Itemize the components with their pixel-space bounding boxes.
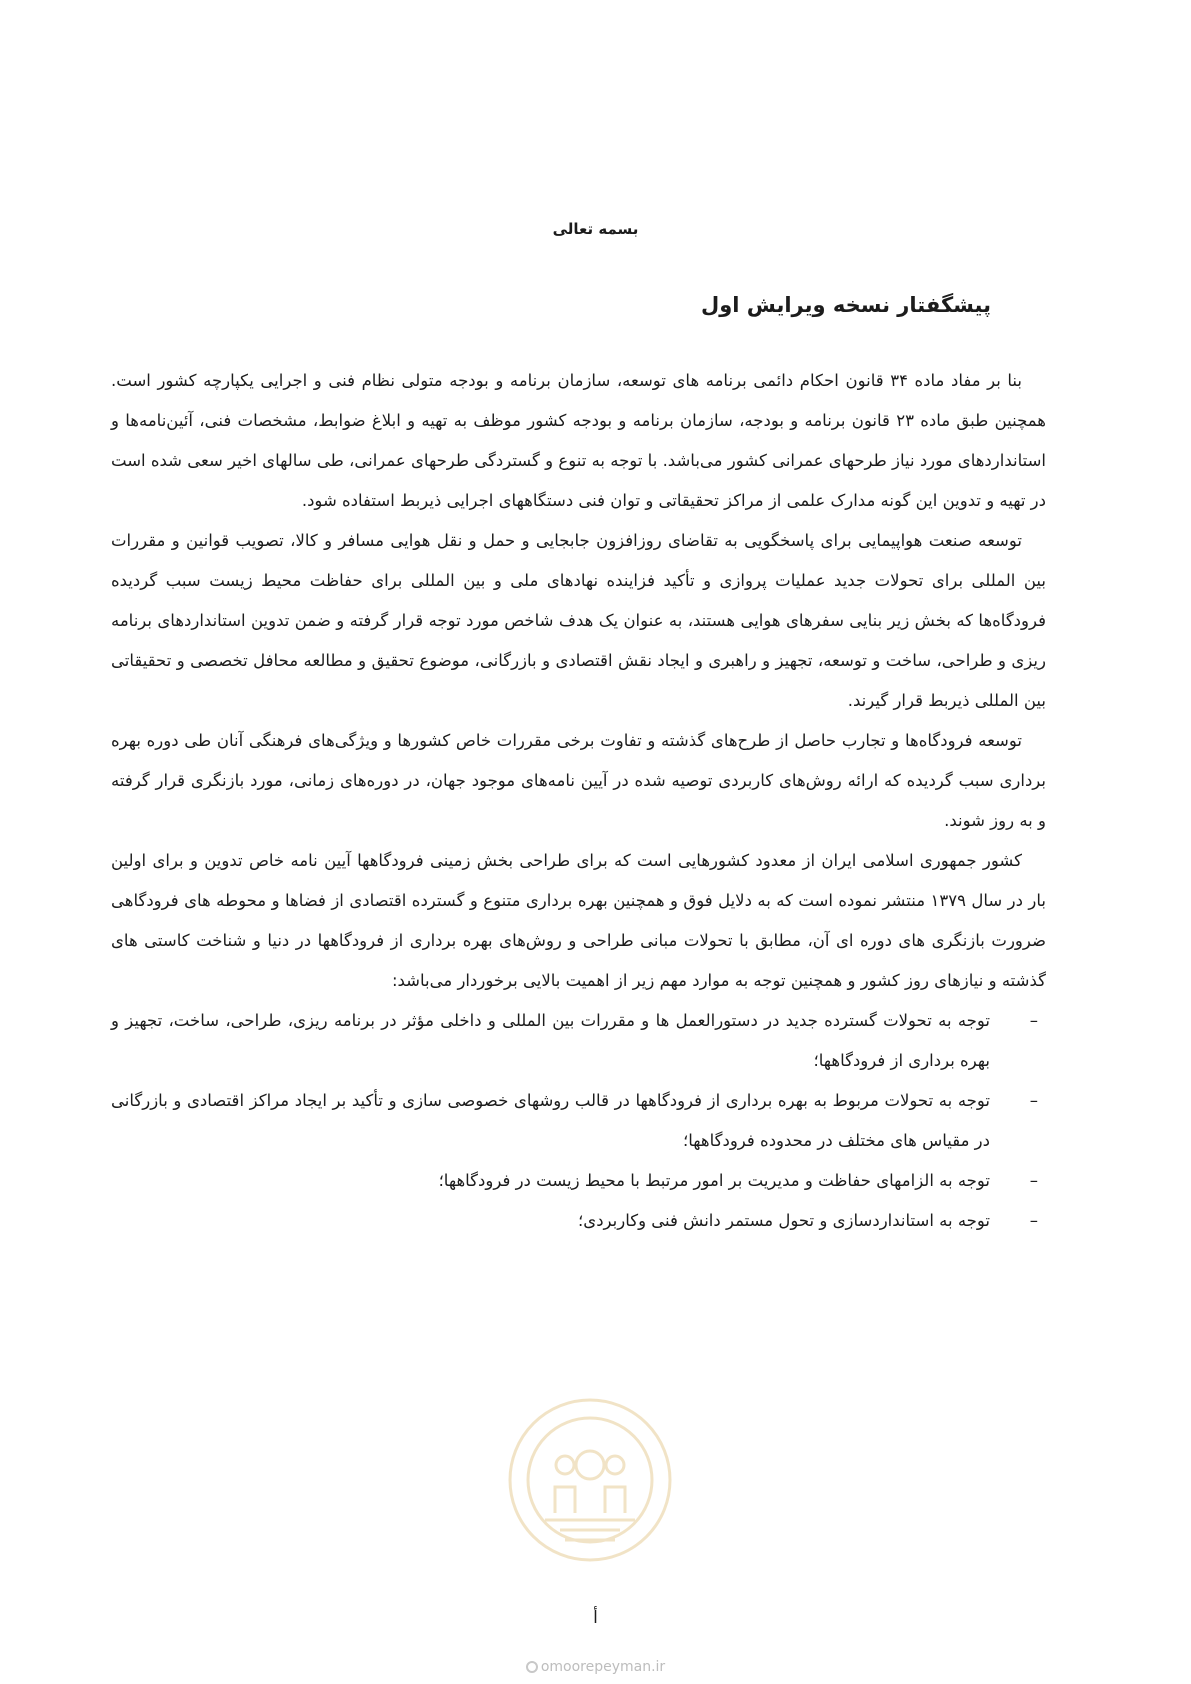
bullet-text: توجه به تحولات گسترده جدید در دستورالعمل ها و مقررات بین المللی و داخلی مؤثر در برنامه ریزی، طراحی، ساخت، تجهیز و بهره برداری از فرودگاهها؛ xyxy=(111,1011,990,1070)
watermark xyxy=(0,1659,1191,1675)
bullet-list xyxy=(111,1001,1046,1241)
paragraph-1: بنا بر مفاد ماده ۳۴ قانون احکام دائمی برنامه های توسعه، سازمان برنامه و بودجه متولی نظام فنی و اجرایی یکپارچه کشور است. همچنین طبق ماده ۲۳ قانون برنامه و بودجه، سازمان برنامه و بودجه کشور موظف به تهیه و ابلاغ ضوابط، مشخصات فنی، آئین‌نامه‌ها و استانداردهای مورد نیاز طرحهای عمرانی کشور می‌باشد. با توجه به تنوع و گستردگی طرحهای عمرانی، طی سالهای اخیر سعی شده است در تهیه و تدوین این گونه مدارک علمی از مراکز تحقیقاتی و توان فنی دستگاههای اجرایی ذیربط استفاده شود. xyxy=(111,371,1046,510)
paragraph-2: توسعه صنعت هواپیمایی برای پاسخگویی به تقاضای روزافزون جابجایی و حمل و نقل هوایی مسافر و کالا، تصویب قوانین و مقررات بین المللی برای تحولات جدید عملیات پروازی و تأکید فزاینده نهادهای ملی و بین المللی برای حفاظت محیط زیست سبب گردیده فرودگاه‌ها که بخش زیر بنایی سفرهای هوایی هستند، به عنوان یک هدف شاخص مورد توجه قرار گرفته و ضمن تدوین استانداردهای برنامه ریزی و طراحی، ساخت و توسعه، تجهیز و راهبری و ایجاد نقش اقتصادی و بازرگانی، موضوع تحقیق و مطالعه محافل تخصصی و تحقیقاتی بین المللی ذیربط قرار گیرند. xyxy=(111,531,1046,710)
paragraph-3: توسعه فرودگاه‌ها و تجارب حاصل از طرح‌های گذشته و تفاوت برخی مقررات خاص کشورها و ویژگی‌های فرهنگی آنان طی دوره بهره برداری سبب گردیده که ارائه روش‌های کاربردی توصیه شده در آیین نامه‌های موجود جهان، در دوره‌های زمانی، مورد بازنگری قرار گرفته و به روز شوند. xyxy=(111,731,1046,830)
bullet-dash: – xyxy=(1029,1171,1038,1190)
top-heading: بسمه تعالی xyxy=(552,220,639,238)
bullet-text: توجه به استانداردسازی و تحول مستمر دانش فنی وکاربردی؛ xyxy=(578,1211,990,1230)
bullet-dash: – xyxy=(1029,1211,1038,1230)
bullet-dash: – xyxy=(1029,1091,1038,1110)
page-title: پیشگفتار نسخه ویرایش اول xyxy=(700,293,991,317)
list-item xyxy=(111,1201,1046,1241)
watermark-text: omoorepeyman.ir xyxy=(540,1659,666,1675)
paragraph-4: کشور جمهوری اسلامی ایران از معدود کشورهایی است که برای طراحی بخش زمینی فرودگاهها آیین نامه خاص تدوین و برای اولین بار در سال ۱۳۷۹ منتشر نموده است که به دلایل فوق و همچنین بهره برداری متنوع و گسترده اقتصادی از فضاها و محوطه های فرودگاهی ضرورت بازنگری های دوره ای آن، مطابق با تحولات مبانی طراحی و روش‌های بهره برداری از فرودگاهها در دنیا و شناخت کاستی های گذشته و نیازهای روز کشور و همچنین توجه به موارد مهم زیر از اهمیت بالایی برخوردار می‌باشد: xyxy=(111,851,1047,990)
list-item xyxy=(111,1161,1046,1201)
bullet-text: توجه به الزامهای حفاظت و مدیریت بر امور مرتبط با محیط زیست در فرودگاهها؛ xyxy=(438,1171,990,1190)
list-item xyxy=(111,1001,1046,1081)
stamp-seal-icon xyxy=(505,1395,675,1565)
at-icon xyxy=(526,1661,538,1673)
bullet-text: توجه به تحولات مربوط به بهره برداری از فرودگاهها در قالب روشهای خصوصی سازی و تأکید بر ایجاد مراکز اقتصادی و بازرگانی در مقیاس های مختلف در محدوده فرودگاهها؛ xyxy=(111,1091,990,1150)
bullet-dash: – xyxy=(1029,1011,1038,1030)
page-number: أ xyxy=(593,1608,598,1628)
list-item xyxy=(111,1081,1046,1161)
body-text xyxy=(111,361,1046,1241)
